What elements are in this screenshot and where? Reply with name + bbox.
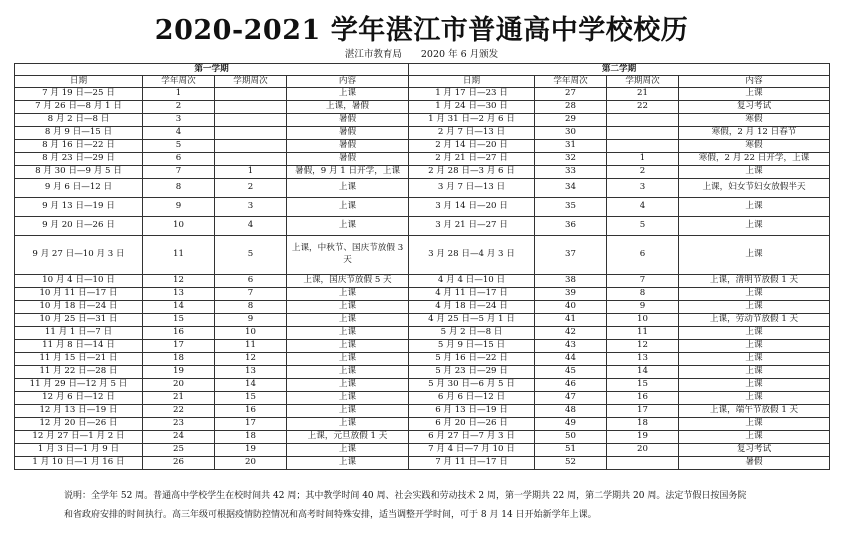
cell-s1-term-week: 19 [215, 444, 287, 457]
cell-s1-date: 9 月 13 日—19 日 [15, 198, 143, 217]
cell-s1-year-week: 6 [143, 153, 215, 166]
cell-s1-date: 11 月 29 日—12 月 5 日 [15, 379, 143, 392]
cell-s1-content: 上课 [287, 327, 409, 340]
cell-s2-content: 上课 [679, 198, 830, 217]
cell-s1-date: 7 月 26 日—8 月 1 日 [15, 101, 143, 114]
cell-s1-content: 上课 [287, 457, 409, 470]
cell-s1-date: 9 月 27 日—10 月 3 日 [15, 236, 143, 275]
table-row [15, 88, 830, 101]
cell-s2-term-week: 15 [607, 379, 679, 392]
table-row [15, 353, 830, 366]
col-header-year-week: 学年周次 [143, 76, 215, 88]
cell-s2-content: 上课 [679, 379, 830, 392]
cell-s1-term-week: 11 [215, 340, 287, 353]
cell-s2-year-week: 36 [535, 217, 607, 236]
cell-s1-year-week: 12 [143, 275, 215, 288]
cell-s2-term-week: 7 [607, 275, 679, 288]
col-header-date: 日期 [15, 76, 143, 88]
table-row [15, 327, 830, 340]
cell-s1-date: 7 月 19 日—25 日 [15, 88, 143, 101]
cell-s2-term-week: 22 [607, 101, 679, 114]
table-row [15, 405, 830, 418]
cell-s2-term-week: 20 [607, 444, 679, 457]
cell-s2-content: 上课，清明节放假 1 天 [679, 275, 830, 288]
table-row [15, 314, 830, 327]
cell-s1-term-week [215, 153, 287, 166]
table-row [15, 217, 830, 236]
cell-s1-year-week: 18 [143, 353, 215, 366]
col-header-date: 日期 [409, 76, 535, 88]
table-row [15, 301, 830, 314]
cell-s2-content: 上课，妇女节妇女放假半天 [679, 179, 830, 198]
table-row [15, 418, 830, 431]
cell-s1-content: 上课 [287, 405, 409, 418]
cell-s2-year-week: 48 [535, 405, 607, 418]
cell-s2-date: 3 月 21 日—27 日 [409, 217, 535, 236]
cell-s1-year-week: 13 [143, 288, 215, 301]
cell-s2-term-week: 9 [607, 301, 679, 314]
note-line: 和省政府安排的时间执行。高三年级可根据疫情防控情况和高考时间特殊安排，适当调整开学时间，可于 8 月 14 日开始新学年上课。 [64, 510, 597, 520]
cell-s2-date: 4 月 4 日—10 日 [409, 275, 535, 288]
cell-s2-content: 上课 [679, 340, 830, 353]
cell-s1-content: 暑假，9 月 1 日开学，上课 [287, 166, 409, 179]
cell-s1-year-week: 14 [143, 301, 215, 314]
cell-s1-date: 10 月 18 日—24 日 [15, 301, 143, 314]
cell-s2-content: 上课，端午节放假 1 天 [679, 405, 830, 418]
cell-s1-date: 1 月 3 日—1 月 9 日 [15, 444, 143, 457]
cell-s1-date: 12 月 6 日—12 日 [15, 392, 143, 405]
cell-s2-content: 寒假 [679, 114, 830, 127]
cell-s2-year-week: 37 [535, 236, 607, 275]
cell-s1-term-week: 4 [215, 217, 287, 236]
cell-s1-year-week: 20 [143, 379, 215, 392]
cell-s2-content: 寒假，2 月 12 日春节 [679, 127, 830, 140]
cell-s1-term-week: 20 [215, 457, 287, 470]
cell-s1-content: 上课 [287, 444, 409, 457]
cell-s1-content: 上课 [287, 392, 409, 405]
cell-s2-year-week: 42 [535, 327, 607, 340]
cell-s1-year-week: 21 [143, 392, 215, 405]
cell-s2-date: 7 月 11 日—17 日 [409, 457, 535, 470]
cell-s1-date: 12 月 13 日—19 日 [15, 405, 143, 418]
cell-s1-year-week: 4 [143, 127, 215, 140]
cell-s2-term-week [607, 127, 679, 140]
cell-s2-content: 暑假 [679, 457, 830, 470]
cell-s1-year-week: 9 [143, 198, 215, 217]
cell-s2-term-week: 4 [607, 198, 679, 217]
cell-s1-year-week: 11 [143, 236, 215, 275]
cell-s1-date: 12 月 27 日—1 月 2 日 [15, 431, 143, 444]
table-row [15, 366, 830, 379]
issuer-line [0, 46, 843, 60]
cell-s2-term-week [607, 457, 679, 470]
cell-s1-date: 9 月 6 日—12 日 [15, 179, 143, 198]
cell-s2-content: 复习考试 [679, 101, 830, 114]
cell-s2-date: 5 月 9 日—15 日 [409, 340, 535, 353]
cell-s1-date: 8 月 23 日—29 日 [15, 153, 143, 166]
cell-s2-year-week: 28 [535, 101, 607, 114]
cell-s1-year-week: 10 [143, 217, 215, 236]
cell-s2-term-week: 1 [607, 153, 679, 166]
cell-s1-content: 上课 [287, 340, 409, 353]
cell-s2-term-week: 17 [607, 405, 679, 418]
cell-s2-date: 3 月 14 日—20 日 [409, 198, 535, 217]
cell-s1-content: 上课 [287, 366, 409, 379]
table-row [15, 127, 830, 140]
cell-s2-date: 5 月 30 日—6 月 5 日 [409, 379, 535, 392]
cell-s1-date: 8 月 16 日—22 日 [15, 140, 143, 153]
cell-s1-date: 12 月 20 日—26 日 [15, 418, 143, 431]
school-calendar-table [14, 63, 830, 470]
cell-s1-term-week [215, 140, 287, 153]
cell-s2-date: 2 月 7 日—13 日 [409, 127, 535, 140]
cell-s2-content: 上课 [679, 88, 830, 101]
cell-s2-term-week: 10 [607, 314, 679, 327]
cell-s1-year-week: 22 [143, 405, 215, 418]
cell-s1-year-week: 2 [143, 101, 215, 114]
cell-s1-term-week: 12 [215, 353, 287, 366]
cell-s2-content: 寒假，2 月 22 日开学，上课 [679, 153, 830, 166]
cell-s1-date: 9 月 20 日—26 日 [15, 217, 143, 236]
cell-s1-term-week [215, 127, 287, 140]
cell-s1-term-week: 9 [215, 314, 287, 327]
cell-s2-date: 5 月 16 日—22 日 [409, 353, 535, 366]
cell-s1-date: 11 月 1 日—7 日 [15, 327, 143, 340]
cell-s1-term-week: 14 [215, 379, 287, 392]
cell-s2-year-week: 29 [535, 114, 607, 127]
cell-s1-date: 8 月 30 日—9 月 5 日 [15, 166, 143, 179]
cell-s1-content: 上课 [287, 198, 409, 217]
cell-s2-date: 7 月 4 日—7 月 10 日 [409, 444, 535, 457]
cell-s1-date: 8 月 2 日—8 日 [15, 114, 143, 127]
cell-s1-date: 1 月 10 日—1 月 16 日 [15, 457, 143, 470]
cell-s2-term-week: 3 [607, 179, 679, 198]
cell-s2-date: 6 月 6 日—12 日 [409, 392, 535, 405]
cell-s1-term-week: 18 [215, 431, 287, 444]
cell-s2-term-week: 12 [607, 340, 679, 353]
cell-s2-term-week: 18 [607, 418, 679, 431]
cell-s1-year-week: 26 [143, 457, 215, 470]
col-header-term-week: 学期周次 [607, 76, 679, 88]
cell-s2-year-week: 50 [535, 431, 607, 444]
cell-s2-year-week: 32 [535, 153, 607, 166]
col-header-year-week: 学年周次 [535, 76, 607, 88]
cell-s2-term-week [607, 140, 679, 153]
cell-s1-year-week: 8 [143, 179, 215, 198]
cell-s2-content: 复习考试 [679, 444, 830, 457]
table-row [15, 114, 830, 127]
cell-s2-date: 1 月 17 日—23 日 [409, 88, 535, 101]
cell-s2-content: 上课 [679, 366, 830, 379]
cell-s1-year-week: 24 [143, 431, 215, 444]
cell-s1-content: 上课 [287, 88, 409, 101]
cell-s1-year-week: 1 [143, 88, 215, 101]
table-row [15, 288, 830, 301]
cell-s2-term-week: 6 [607, 236, 679, 275]
cell-s1-year-week: 7 [143, 166, 215, 179]
table-row [15, 179, 830, 198]
table-row [15, 431, 830, 444]
issue-date: 2020 年 6 月颁发 [420, 49, 499, 60]
cell-s2-date: 4 月 18 日—24 日 [409, 301, 535, 314]
cell-s2-content: 上课 [679, 217, 830, 236]
cell-s2-date: 2 月 21 日—27 日 [409, 153, 535, 166]
page-title: 2020-2021 学年湛江市普通高中学校校历 [154, 15, 689, 46]
cell-s1-content: 上课 [287, 314, 409, 327]
cell-s2-date: 6 月 20 日—26 日 [409, 418, 535, 431]
cell-s1-term-week: 3 [215, 198, 287, 217]
cell-s1-term-week [215, 114, 287, 127]
table-row [15, 392, 830, 405]
cell-s2-date: 4 月 25 日—5 月 1 日 [409, 314, 535, 327]
cell-s1-content: 上课 [287, 301, 409, 314]
cell-s1-content: 上课 [287, 288, 409, 301]
cell-s1-year-week: 23 [143, 418, 215, 431]
cell-s2-year-week: 27 [535, 88, 607, 101]
cell-s2-term-week: 21 [607, 88, 679, 101]
table-row [15, 198, 830, 217]
cell-s2-date: 4 月 11 日—17 日 [409, 288, 535, 301]
cell-s1-year-week: 16 [143, 327, 215, 340]
cell-s1-date: 11 月 22 日—28 日 [15, 366, 143, 379]
note-line: 说明：全学年 52 周。普通高中学校学生在校时间共 42 周；其中教学时间 40 周、社会实践和劳动技术 2 周，第一学期共 22 周，第二学期共 20 周。法定节假日按国务院 [64, 491, 747, 501]
cell-s2-term-week: 8 [607, 288, 679, 301]
cell-s2-term-week: 14 [607, 366, 679, 379]
cell-s2-year-week: 49 [535, 418, 607, 431]
table-row [15, 140, 830, 153]
cell-s1-content: 上课 [287, 379, 409, 392]
cell-s1-content: 上课 [287, 353, 409, 366]
table-row [15, 457, 830, 470]
table-row [15, 153, 830, 166]
cell-s1-content: 上课，暑假 [287, 101, 409, 114]
cell-s2-year-week: 44 [535, 353, 607, 366]
calendar-rows [15, 88, 830, 470]
cell-s2-date: 5 月 23 日—29 日 [409, 366, 535, 379]
cell-s1-term-week: 17 [215, 418, 287, 431]
cell-s2-year-week: 51 [535, 444, 607, 457]
cell-s1-term-week: 6 [215, 275, 287, 288]
semester-two-header: 第二学期 [409, 64, 830, 76]
cell-s1-content: 上课 [287, 418, 409, 431]
calendar-table-wrap [14, 63, 829, 470]
table-row [15, 236, 830, 275]
cell-s2-year-week: 38 [535, 275, 607, 288]
cell-s2-year-week: 33 [535, 166, 607, 179]
cell-s1-date: 8 月 9 日—15 日 [15, 127, 143, 140]
cell-s2-term-week: 11 [607, 327, 679, 340]
cell-s2-content: 上课 [679, 353, 830, 366]
cell-s2-term-week: 2 [607, 166, 679, 179]
notes [64, 487, 834, 525]
cell-s1-content: 上课 [287, 179, 409, 198]
cell-s2-content: 上课，劳动节放假 1 天 [679, 314, 830, 327]
cell-s2-year-week: 47 [535, 392, 607, 405]
cell-s2-content: 寒假 [679, 140, 830, 153]
semester-one-header: 第一学期 [15, 64, 409, 76]
cell-s1-content: 暑假 [287, 153, 409, 166]
table-row [15, 340, 830, 353]
table-row [15, 379, 830, 392]
cell-s1-content: 上课，国庆节放假 5 天 [287, 275, 409, 288]
cell-s2-content: 上课 [679, 236, 830, 275]
cell-s2-date: 6 月 27 日—7 月 3 日 [409, 431, 535, 444]
cell-s2-content: 上课 [679, 288, 830, 301]
cell-s2-year-week: 43 [535, 340, 607, 353]
issuer: 湛江市教育局 [344, 49, 402, 60]
cell-s1-content: 暑假 [287, 140, 409, 153]
table-row [15, 101, 830, 114]
cell-s2-date: 3 月 28 日—4 月 3 日 [409, 236, 535, 275]
cell-s1-content: 暑假 [287, 127, 409, 140]
cell-s1-year-week: 17 [143, 340, 215, 353]
cell-s2-year-week: 52 [535, 457, 607, 470]
cell-s1-year-week: 15 [143, 314, 215, 327]
cell-s1-date: 10 月 25 日—31 日 [15, 314, 143, 327]
cell-s1-term-week: 7 [215, 288, 287, 301]
cell-s2-year-week: 40 [535, 301, 607, 314]
col-header-term-week: 学期周次 [215, 76, 287, 88]
cell-s1-date: 10 月 11 日—17 日 [15, 288, 143, 301]
cell-s1-date: 10 月 4 日—10 日 [15, 275, 143, 288]
cell-s2-content: 上课 [679, 301, 830, 314]
cell-s2-date: 5 月 2 日—8 日 [409, 327, 535, 340]
cell-s2-date: 6 月 13 日—19 日 [409, 405, 535, 418]
cell-s1-term-week: 8 [215, 301, 287, 314]
cell-s2-year-week: 39 [535, 288, 607, 301]
cell-s2-year-week: 31 [535, 140, 607, 153]
cell-s2-content: 上课 [679, 431, 830, 444]
cell-s2-year-week: 30 [535, 127, 607, 140]
col-header-content: 内容 [679, 76, 830, 88]
cell-s2-term-week [607, 114, 679, 127]
cell-s2-content: 上课 [679, 392, 830, 405]
cell-s1-year-week: 19 [143, 366, 215, 379]
cell-s2-term-week: 16 [607, 392, 679, 405]
cell-s1-term-week: 5 [215, 236, 287, 275]
cell-s1-content: 上课，元旦放假 1 天 [287, 431, 409, 444]
cell-s1-year-week: 5 [143, 140, 215, 153]
cell-s2-term-week: 5 [607, 217, 679, 236]
cell-s1-content: 暑假 [287, 114, 409, 127]
cell-s1-term-week: 16 [215, 405, 287, 418]
cell-s1-year-week: 25 [143, 444, 215, 457]
cell-s2-year-week: 46 [535, 379, 607, 392]
cell-s1-term-week [215, 88, 287, 101]
cell-s2-date: 2 月 28 日—3 月 6 日 [409, 166, 535, 179]
cell-s2-date: 1 月 24 日—30 日 [409, 101, 535, 114]
cell-s1-content: 上课 [287, 217, 409, 236]
cell-s2-content: 上课 [679, 418, 830, 431]
cell-s2-year-week: 35 [535, 198, 607, 217]
cell-s2-year-week: 34 [535, 179, 607, 198]
cell-s2-content: 上课 [679, 327, 830, 340]
table-row [15, 275, 830, 288]
cell-s1-term-week: 13 [215, 366, 287, 379]
cell-s1-term-week: 2 [215, 179, 287, 198]
cell-s2-date: 3 月 7 日—13 日 [409, 179, 535, 198]
cell-s1-content: 上课，中秋节、国庆节放假 3 天 [287, 236, 409, 275]
cell-s1-term-week: 15 [215, 392, 287, 405]
cell-s2-term-week: 19 [607, 431, 679, 444]
cell-s1-term-week [215, 101, 287, 114]
cell-s2-term-week: 13 [607, 353, 679, 366]
table-row [15, 166, 830, 179]
cell-s2-year-week: 41 [535, 314, 607, 327]
cell-s1-date: 11 月 8 日—14 日 [15, 340, 143, 353]
cell-s1-date: 11 月 15 日—21 日 [15, 353, 143, 366]
cell-s2-date: 1 月 31 日—2 月 6 日 [409, 114, 535, 127]
cell-s2-year-week: 45 [535, 366, 607, 379]
cell-s1-term-week: 10 [215, 327, 287, 340]
cell-s2-content: 上课 [679, 166, 830, 179]
table-row [15, 444, 830, 457]
cell-s2-date: 2 月 14 日—20 日 [409, 140, 535, 153]
cell-s1-year-week: 3 [143, 114, 215, 127]
col-header-content: 内容 [287, 76, 409, 88]
cell-s1-term-week: 1 [215, 166, 287, 179]
